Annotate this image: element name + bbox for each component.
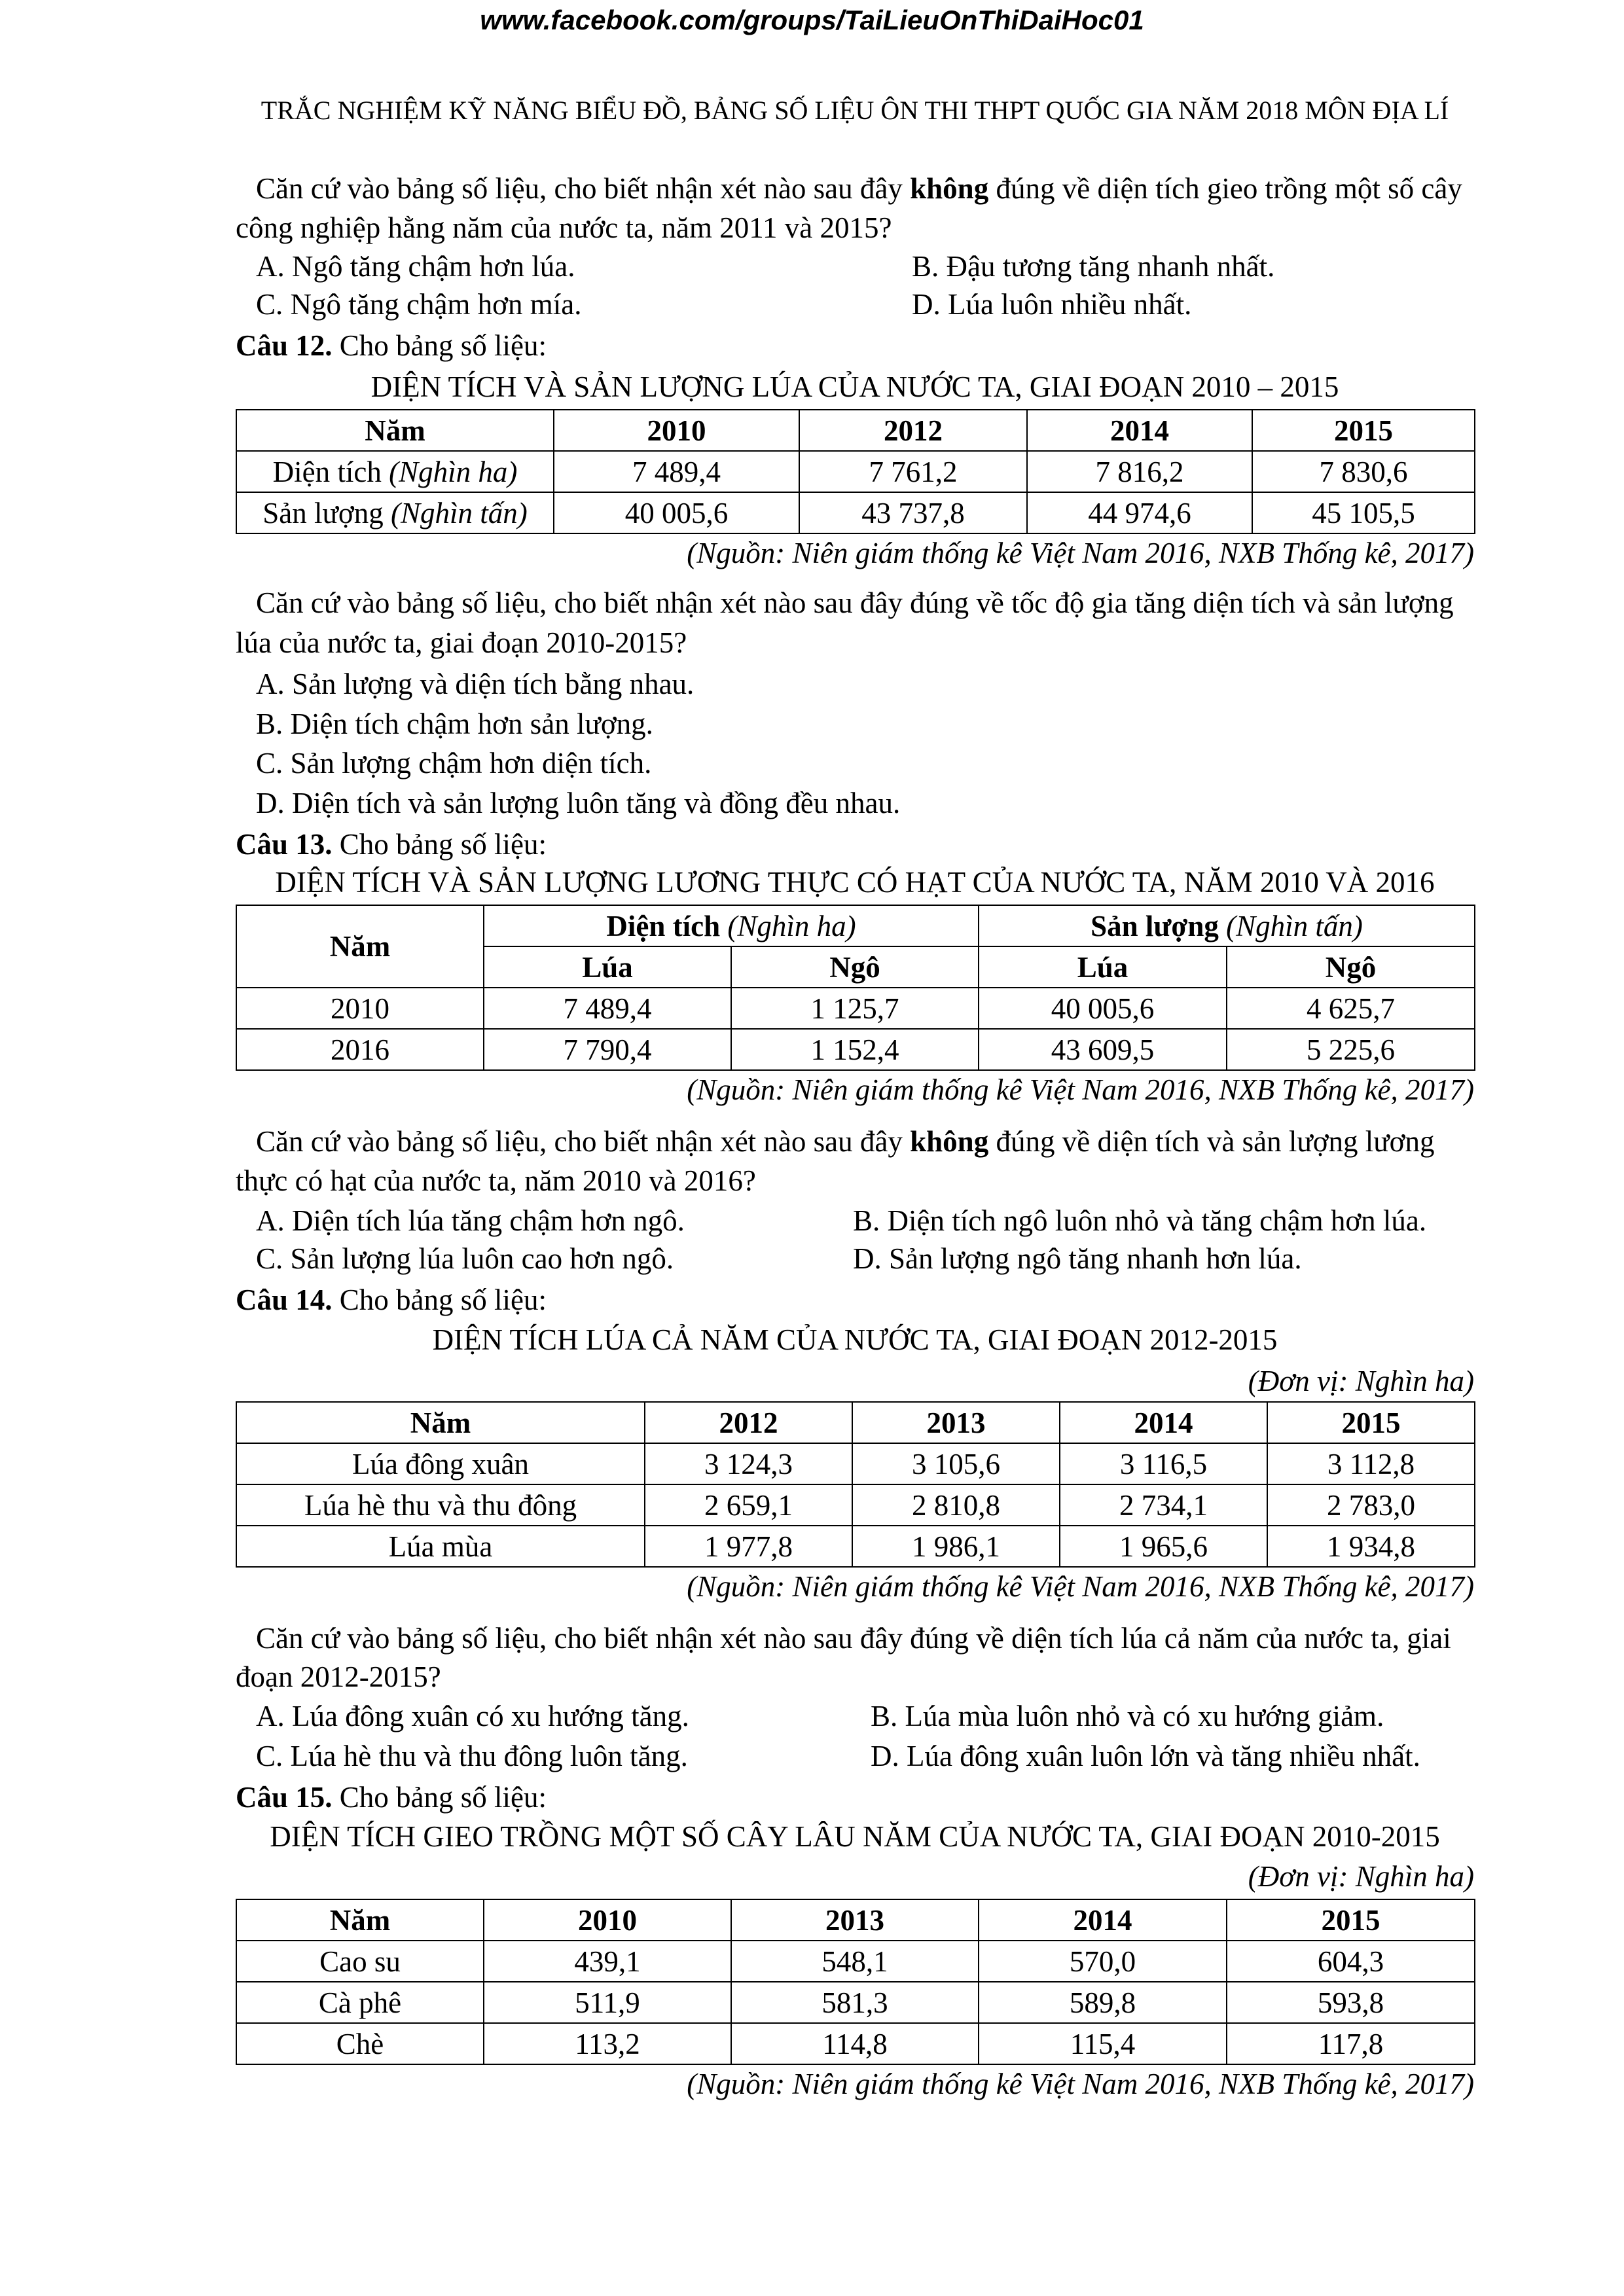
- q13-option-b: B. Diện tích ngô luôn nhỏ và tăng chậm hơn lúa.: [853, 1204, 1427, 1237]
- table-row: [236, 492, 1475, 533]
- q13-source-note: (Nguồn: Niên giám thống kê Việt Nam 2016, NXB Thống kê, 2017): [687, 1073, 1474, 1106]
- table-subheader-cell: Ngô: [1227, 946, 1475, 988]
- q15-unit-note: (Đơn vị: Nghìn ha): [1248, 1860, 1474, 1893]
- table-subheader-cell: Ngô: [731, 946, 979, 988]
- q15-intro: Cho bảng số liệu:: [339, 1781, 547, 1814]
- table-header-row: [236, 1402, 1475, 1443]
- q11-prompt-text: Căn cứ vào bảng số liệu, cho biết nhận xét nào sau đây: [256, 172, 911, 205]
- table-cell: 5 225,6: [1227, 1029, 1475, 1070]
- table-cell: 3 112,8: [1267, 1443, 1475, 1484]
- table-cell: 3 105,6: [852, 1443, 1060, 1484]
- table-cell: 4 625,7: [1227, 988, 1475, 1029]
- table-header-cell: 2014: [979, 1899, 1227, 1941]
- table-cell: 44 974,6: [1027, 492, 1252, 533]
- table-row: [236, 2023, 1475, 2064]
- q15-label: Câu 15.: [236, 1781, 333, 1814]
- q14-unit-note: (Đơn vị: Nghìn ha): [1248, 1365, 1474, 1397]
- q14-table: [236, 1401, 1475, 1568]
- row-label: Lúa mùa: [236, 1526, 645, 1567]
- table-cell: 3 116,5: [1060, 1443, 1267, 1484]
- q12-label: Câu 12.: [236, 329, 333, 362]
- row-label: Chè: [236, 2023, 484, 2064]
- row-label-unit: (Nghìn tấn): [390, 496, 528, 529]
- q11-option-d: D. Lúa luôn nhiều nhất.: [912, 288, 1192, 321]
- table-header-cell: 2015: [1227, 1899, 1475, 1941]
- q13-heading: [236, 825, 547, 864]
- q14-option-d: D. Lúa đông xuân luôn lớn và tăng nhiều nhất.: [871, 1740, 1420, 1772]
- q14-option-a: A. Lúa đông xuân có xu hướng tăng.: [256, 1700, 689, 1732]
- table-header-cell: Năm: [236, 410, 554, 451]
- table-row: [236, 988, 1475, 1029]
- q14-heading: [236, 1280, 547, 1319]
- table-cell: 113,2: [484, 2023, 731, 2064]
- table-header-cell: 2012: [645, 1402, 852, 1443]
- table-cell: 570,0: [979, 1941, 1227, 1982]
- q12-option-a: A. Sản lượng và diện tích bằng nhau.: [256, 668, 695, 700]
- q13-prompt-line1: [256, 1122, 1434, 1161]
- table-cell: 439,1: [484, 1941, 731, 1982]
- table-header-cell: 2014: [1027, 410, 1252, 451]
- row-label: Cà phê: [236, 1982, 484, 2023]
- table-cell: 7 790,4: [484, 1029, 731, 1070]
- table-row: [236, 1941, 1475, 1982]
- table-header-cell: 2013: [852, 1402, 1060, 1443]
- document-title: TRẮC NGHIỆM KỸ NĂNG BIỂU ĐỒ, BẢNG SỐ LIỆU ÔN THI THPT QUỐC GIA NĂM 2018 MÔN ĐỊA LÍ: [261, 96, 1449, 125]
- table-cell: 593,8: [1227, 1982, 1475, 2023]
- table-cell: 43 737,8: [799, 492, 1027, 533]
- group-unit: (Nghìn tấn): [1226, 909, 1363, 942]
- row-label-text: Diện tích: [272, 455, 382, 488]
- table-row: [236, 1484, 1475, 1526]
- table-group-header: [979, 905, 1475, 946]
- table-cell: 511,9: [484, 1982, 731, 2023]
- row-label-unit: (Nghìn ha): [389, 455, 518, 488]
- q12-table-title: DIỆN TÍCH VÀ SẢN LƯỢNG LÚA CỦA NƯỚC TA, GIAI ĐOẠN 2010 – 2015: [370, 370, 1339, 403]
- row-label: Cao su: [236, 1941, 484, 1982]
- q12-option-c: C. Sản lượng chậm hơn diện tích.: [256, 747, 652, 780]
- table-header-cell: 2010: [484, 1899, 731, 1941]
- table-header-cell: Năm: [236, 1402, 645, 1443]
- table-cell: 2 783,0: [1267, 1484, 1475, 1526]
- q12-option-b: B. Diện tích chậm hơn sản lượng.: [256, 708, 653, 740]
- q12-source-note: (Nguồn: Niên giám thống kê Việt Nam 2016, NXB Thống kê, 2017): [687, 537, 1474, 569]
- table-cell: 7 489,4: [484, 988, 731, 1029]
- table-cell: 45 105,5: [1252, 492, 1475, 533]
- q13-option-c: C. Sản lượng lúa luôn cao hơn ngô.: [256, 1242, 674, 1275]
- table-cell: 7 761,2: [799, 451, 1027, 492]
- q13-intro: Cho bảng số liệu:: [339, 828, 547, 861]
- table-group-header: [484, 905, 979, 946]
- group-unit: (Nghìn ha): [727, 909, 856, 942]
- q14-label: Câu 14.: [236, 1283, 333, 1316]
- q13-prompt-text: đúng về diện tích và sản lượng lương: [988, 1125, 1435, 1158]
- table-header-cell: 2015: [1252, 410, 1475, 451]
- q13-table: [236, 905, 1475, 1071]
- table-cell: 43 609,5: [979, 1029, 1227, 1070]
- q13-table-title: DIỆN TÍCH VÀ SẢN LƯỢNG LƯƠNG THỰC CÓ HẠT CỦA NƯỚC TA, NĂM 2010 VÀ 2016: [275, 866, 1435, 899]
- table-header-cell: 2012: [799, 410, 1027, 451]
- table-cell: 1 152,4: [731, 1029, 979, 1070]
- q15-heading: [236, 1778, 547, 1817]
- table-cell: 115,4: [979, 2023, 1227, 2064]
- table-header-cell: 2015: [1267, 1402, 1475, 1443]
- q13-prompt-emphasis: không: [910, 1125, 989, 1158]
- q12-option-d: D. Diện tích và sản lượng luôn tăng và đồng đều nhau.: [256, 787, 901, 819]
- table-cell: 2 659,1: [645, 1484, 852, 1526]
- table-header-cell: Năm: [236, 1899, 484, 1941]
- q14-table-title: DIỆN TÍCH LÚA CẢ NĂM CỦA NƯỚC TA, GIAI ĐOẠN 2012-2015: [432, 1323, 1278, 1356]
- table-row: [236, 451, 1475, 492]
- table-cell: 2 734,1: [1060, 1484, 1267, 1526]
- table-cell: 114,8: [731, 2023, 979, 2064]
- q14-source-note: (Nguồn: Niên giám thống kê Việt Nam 2016, NXB Thống kê, 2017): [687, 1570, 1474, 1603]
- table-cell: 117,8: [1227, 2023, 1475, 2064]
- table-cell: 1 986,1: [852, 1526, 1060, 1567]
- table-cell: 7 489,4: [554, 451, 799, 492]
- q11-prompt-emphasis: không: [910, 172, 989, 205]
- table-header-cell: 2013: [731, 1899, 979, 1941]
- table-header-cell: Năm: [236, 905, 484, 988]
- table-cell: 589,8: [979, 1982, 1227, 2023]
- table-header-cell: 2014: [1060, 1402, 1267, 1443]
- row-label-text: Sản lượng: [262, 496, 384, 529]
- table-cell: 40 005,6: [554, 492, 799, 533]
- q13-label: Câu 13.: [236, 828, 333, 861]
- group-name: Diện tích: [606, 909, 721, 942]
- q12-prompt-line2: lúa của nước ta, giai đoạn 2010-2015?: [236, 626, 687, 659]
- q15-table: [236, 1899, 1475, 2065]
- q11-option-b: B. Đậu tương tăng nhanh nhất.: [912, 250, 1275, 283]
- group-name: Sản lượng: [1091, 909, 1219, 942]
- table-cell: 1 965,6: [1060, 1526, 1267, 1567]
- table-subheader-cell: Lúa: [484, 946, 731, 988]
- q12-prompt-line1: Căn cứ vào bảng số liệu, cho biết nhận xét nào sau đây đúng về tốc độ gia tăng diện tích và sản lượng: [256, 586, 1454, 619]
- q14-option-b: B. Lúa mùa luôn nhỏ và có xu hướng giảm.: [871, 1700, 1384, 1732]
- q12-intro: Cho bảng số liệu:: [339, 329, 547, 362]
- table-row: [236, 1526, 1475, 1567]
- table-cell: 1 125,7: [731, 988, 979, 1029]
- q13-option-a: A. Diện tích lúa tăng chậm hơn ngô.: [256, 1204, 685, 1237]
- table-cell: 3 124,3: [645, 1443, 852, 1484]
- table-row: [236, 1443, 1475, 1484]
- q14-option-c: C. Lúa hè thu và thu đông luôn tăng.: [256, 1740, 688, 1772]
- q13-prompt-text: Căn cứ vào bảng số liệu, cho biết nhận xét nào sau đây: [256, 1125, 911, 1158]
- q12-heading: [236, 326, 547, 365]
- q15-table-title: DIỆN TÍCH GIEO TRỒNG MỘT SỐ CÂY LÂU NĂM CỦA NƯỚC TA, GIAI ĐOẠN 2010-2015: [270, 1820, 1440, 1853]
- q11-option-c: C. Ngô tăng chậm hơn mía.: [256, 288, 582, 321]
- table-cell: 1 977,8: [645, 1526, 852, 1567]
- row-label: 2016: [236, 1029, 484, 1070]
- q12-table: [236, 409, 1475, 534]
- table-header-row: [236, 410, 1475, 451]
- table-cell: 1 934,8: [1267, 1526, 1475, 1567]
- q11-prompt-line1: [256, 169, 1462, 208]
- table-header-row: [236, 905, 1475, 946]
- table-header-cell: 2010: [554, 410, 799, 451]
- q11-option-a: A. Ngô tăng chậm hơn lúa.: [256, 250, 575, 283]
- row-label: Lúa đông xuân: [236, 1443, 645, 1484]
- q14-prompt-line1: Căn cứ vào bảng số liệu, cho biết nhận xét nào sau đây đúng về diện tích lúa cả năm của nước ta, giai: [256, 1622, 1451, 1655]
- table-cell: 581,3: [731, 1982, 979, 2023]
- q14-intro: Cho bảng số liệu:: [339, 1283, 547, 1316]
- q15-source-note: (Nguồn: Niên giám thống kê Việt Nam 2016, NXB Thống kê, 2017): [687, 2068, 1474, 2100]
- row-label: 2010: [236, 988, 484, 1029]
- table-cell: 548,1: [731, 1941, 979, 1982]
- table-subheader-cell: Lúa: [979, 946, 1227, 988]
- q14-prompt-line2: đoạn 2012-2015?: [236, 1660, 441, 1693]
- table-cell: 604,3: [1227, 1941, 1475, 1982]
- table-row: [236, 1982, 1475, 2023]
- q11-prompt-line2: công nghiệp hằng năm của nước ta, năm 2011 và 2015?: [236, 211, 892, 244]
- q11-prompt-text: đúng về diện tích gieo trồng một số cây: [988, 172, 1462, 205]
- group-url-header: www.facebook.com/groups/TaiLieuOnThiDaiHoc01: [480, 5, 1144, 35]
- row-label: Lúa hè thu và thu đông: [236, 1484, 645, 1526]
- q13-prompt-line2: thực có hạt của nước ta, năm 2010 và 2016?: [236, 1164, 756, 1197]
- table-cell: 40 005,6: [979, 988, 1227, 1029]
- table-row: [236, 1029, 1475, 1070]
- row-label: [236, 451, 554, 492]
- table-cell: 7 830,6: [1252, 451, 1475, 492]
- row-label: [236, 492, 554, 533]
- table-header-row: [236, 1899, 1475, 1941]
- table-cell: 2 810,8: [852, 1484, 1060, 1526]
- q13-option-d: D. Sản lượng ngô tăng nhanh hơn lúa.: [853, 1242, 1302, 1275]
- table-cell: 7 816,2: [1027, 451, 1252, 492]
